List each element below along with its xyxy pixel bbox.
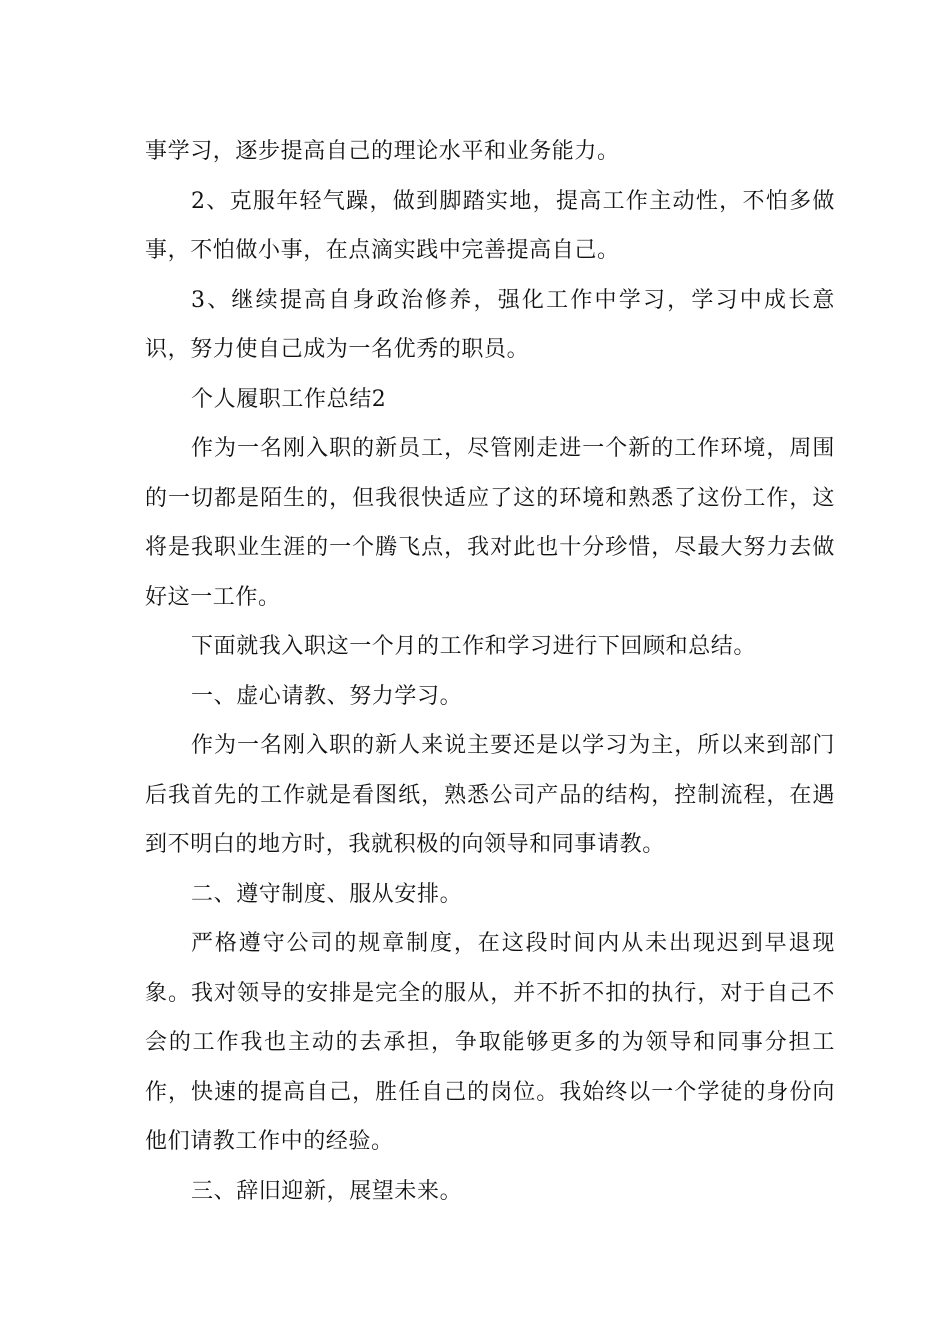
paragraph-continuation: 事学习，逐步提高自己的理论水平和业务能力。 — [145, 139, 620, 164]
paragraph-learning: 作为一名刚入职的新人来说主要还是以学习为主，所以来到部门后我首先的工作就是看图纸，熟悉公司产品的结构，控制流程，在遇到不明白的地方时，我就积极的向领导和同事请教。 — [145, 733, 835, 857]
paragraph-item-2: 2、克服年轻气躁，做到脚踏实地，提高工作主动性，不怕多做事，不怕做小事，在点滴实践中完善提高自己。 — [145, 188, 835, 263]
subheading-one: 一、虚心请教、努力学习。 — [191, 683, 463, 709]
document-body — [145, 127, 835, 1216]
subheading-three: 三、辞旧迎新，展望未来。 — [191, 1178, 463, 1204]
paragraph-item-3: 3、继续提高自身政治修养，强化工作中学习，学习中成长意识，努力使自己成为一名优秀的职员。 — [145, 287, 835, 362]
paragraph-discipline: 严格遵守公司的规章制度，在这段时间内从未出现迟到早退现象。我对领导的安排是完全的服从，并不折不扣的执行，对于自己不会的工作我也主动的去承担，争取能够更多的为领导和同事分担工作，快速的提高自己，胜任自己的岗位。我始终以一个学徒的身份向他们请教工作中的经验。 — [145, 931, 835, 1154]
subheading-two: 二、遵守制度、服从安排。 — [191, 881, 463, 907]
section-heading: 个人履职工作总结2 — [191, 386, 387, 412]
paragraph-summary-lead: 下面就我入职这一个月的工作和学习进行下回顾和总结。 — [191, 634, 757, 659]
paragraph-intro: 作为一名刚入职的新员工，尽管刚走进一个新的工作环境，周围的一切都是陌生的，但我很快适应了这的环境和熟悉了这份工作，这将是我职业生涯的一个腾飞点，我对此也十分珍惜，尽最大努力去做好这一工作。 — [145, 436, 835, 610]
